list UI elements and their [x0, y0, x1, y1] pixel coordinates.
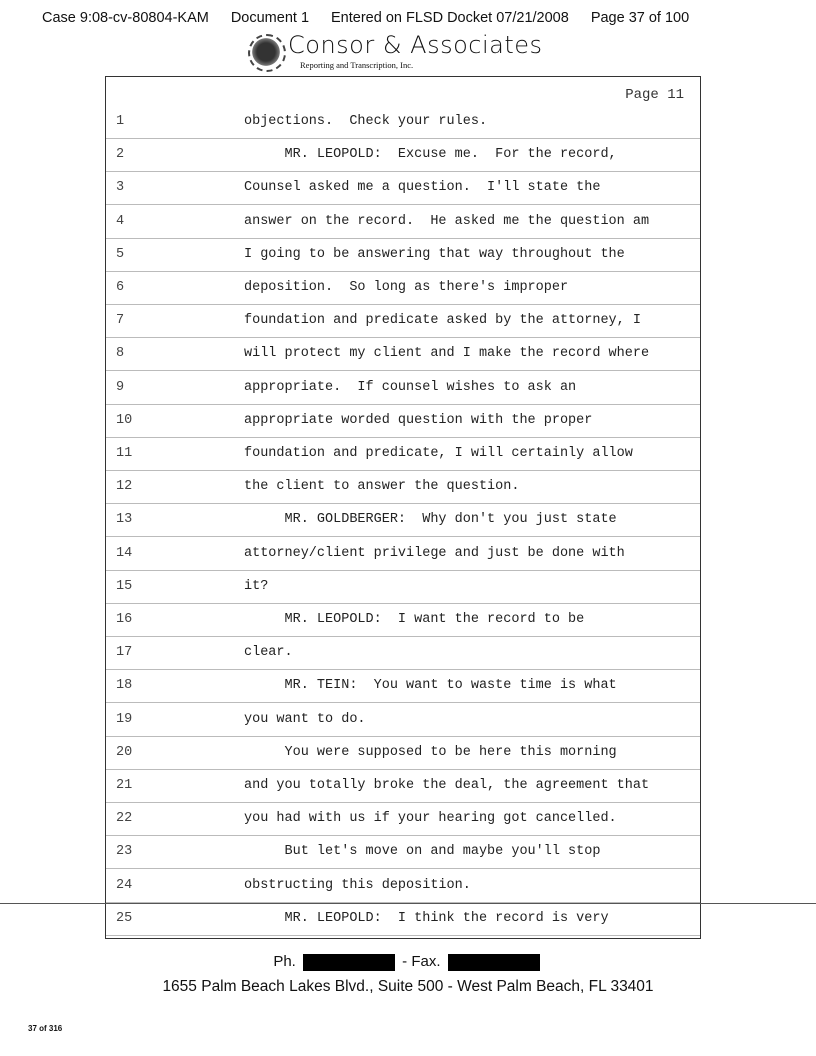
line-number: 16 [116, 612, 133, 627]
scan-artifact-line [0, 903, 816, 904]
logo-name: Consor & Associates [288, 31, 543, 59]
transcript-line [106, 669, 700, 703]
line-number: 12 [116, 479, 133, 495]
transcript-line [106, 238, 700, 272]
line-number: 18 [116, 678, 133, 694]
line-text: you want to do. [244, 711, 366, 727]
line-text: appropriate. If counsel wishes to ask an [244, 379, 577, 395]
entered-date: Entered on FLSD Docket 07/21/2008 [331, 10, 569, 26]
line-number: 10 [116, 412, 133, 428]
line-text: attorney/client privilege and just be done with [244, 545, 625, 561]
line-text: and you totally broke the deal, the agreement that [244, 778, 650, 793]
line-text: appropriate worded question with the proper [244, 412, 593, 428]
transcript-line [106, 205, 700, 239]
redaction-phone [303, 954, 395, 971]
line-text: answer on the record. He asked me the question am [244, 213, 650, 229]
line-text: MR. LEOPOLD: I want the record to be [244, 612, 585, 627]
line-number: 13 [116, 512, 133, 528]
transcript-line [106, 437, 700, 471]
transcript-box [105, 76, 701, 939]
line-number: 20 [116, 744, 133, 760]
transcript-line [106, 105, 700, 139]
transcript-line [106, 470, 700, 504]
sun-logo-icon [250, 36, 282, 68]
line-number: 14 [116, 545, 133, 561]
line-number: 2 [116, 147, 125, 163]
line-text: MR. TEIN: You want to waste time is what [244, 678, 617, 694]
line-text: Counsel asked me a question. I'll state the [244, 180, 601, 196]
page-count: Page 37 of 100 [590, 10, 690, 26]
line-number: 3 [116, 180, 125, 196]
address: 1655 Palm Beach Lakes Blvd., Suite 500 - West Palm Beach, FL 33401 [162, 978, 654, 995]
contact-line [0, 952, 816, 972]
line-text: obstructing this deposition. [244, 877, 471, 893]
line-text: it? [244, 578, 269, 594]
fax-label: - Fax. [402, 953, 441, 970]
document-number: Document 1 [230, 10, 310, 26]
line-number: 11 [116, 446, 133, 461]
line-text: foundation and predicate, I will certainly allow [244, 446, 633, 461]
transcript-line [106, 337, 700, 371]
company-logo [248, 31, 543, 74]
line-number: 21 [116, 778, 133, 793]
transcript-line [106, 902, 700, 936]
line-number: 5 [116, 246, 125, 262]
line-number: 4 [116, 213, 125, 229]
transcript-line [106, 171, 700, 205]
line-text: will protect my client and I make the record where [244, 346, 650, 362]
transcript-line [106, 636, 700, 670]
transcript-line [106, 769, 700, 803]
line-text: I going to be answering that way throughout the [244, 246, 625, 262]
transcript-line [106, 138, 700, 172]
line-text: you had with us if your hearing got cancelled. [244, 811, 617, 827]
line-number: 1 [116, 114, 125, 129]
line-text: clear. [244, 645, 293, 661]
transcript-page-label: Page 11 [625, 87, 684, 103]
transcript-line [106, 304, 700, 338]
transcript-line [106, 503, 700, 537]
line-text: MR. LEOPOLD: Excuse me. For the record, [244, 147, 617, 163]
line-number: 7 [116, 313, 125, 329]
line-number: 25 [116, 910, 133, 926]
court-header [42, 10, 689, 27]
line-text: deposition. So long as there's improper [244, 280, 569, 295]
line-text: MR. LEOPOLD: I think the record is very [244, 910, 609, 926]
transcript-line [106, 869, 700, 903]
transcript-line [106, 736, 700, 770]
line-number: 23 [116, 844, 133, 860]
line-text: the client to answer the question. [244, 479, 520, 495]
line-text: But let's move on and maybe you'll stop [244, 844, 601, 860]
line-number: 17 [116, 645, 133, 661]
transcript-line [106, 271, 700, 305]
line-text: You were supposed to be here this morning [244, 744, 617, 760]
transcript-line [106, 371, 700, 405]
line-number: 19 [116, 711, 133, 727]
transcript-line [106, 404, 700, 438]
redaction-fax [448, 954, 540, 971]
logo-subtitle: Reporting and Transcription, Inc. [300, 60, 414, 70]
line-text: foundation and predicate asked by the attorney, I [244, 313, 641, 329]
transcript-line [106, 603, 700, 637]
line-number: 8 [116, 346, 125, 362]
line-number: 9 [116, 379, 125, 395]
line-number: 24 [116, 877, 133, 893]
line-number: 6 [116, 280, 125, 295]
line-text: MR. GOLDBERGER: Why don't you just state [244, 512, 617, 528]
transcript-line [106, 537, 700, 571]
line-number: 15 [116, 578, 133, 594]
line-text: objections. Check your rules. [244, 114, 488, 129]
line-number: 22 [116, 811, 133, 827]
transcript-line [106, 835, 700, 869]
transcript-line [106, 703, 700, 737]
transcript-line [106, 802, 700, 836]
page-stamp: 37 of 316 [28, 1024, 63, 1033]
transcript-line [106, 570, 700, 604]
case-number: Case 9:08-cv-80804-KAM [42, 10, 209, 26]
phone-label: Ph. [273, 953, 296, 970]
